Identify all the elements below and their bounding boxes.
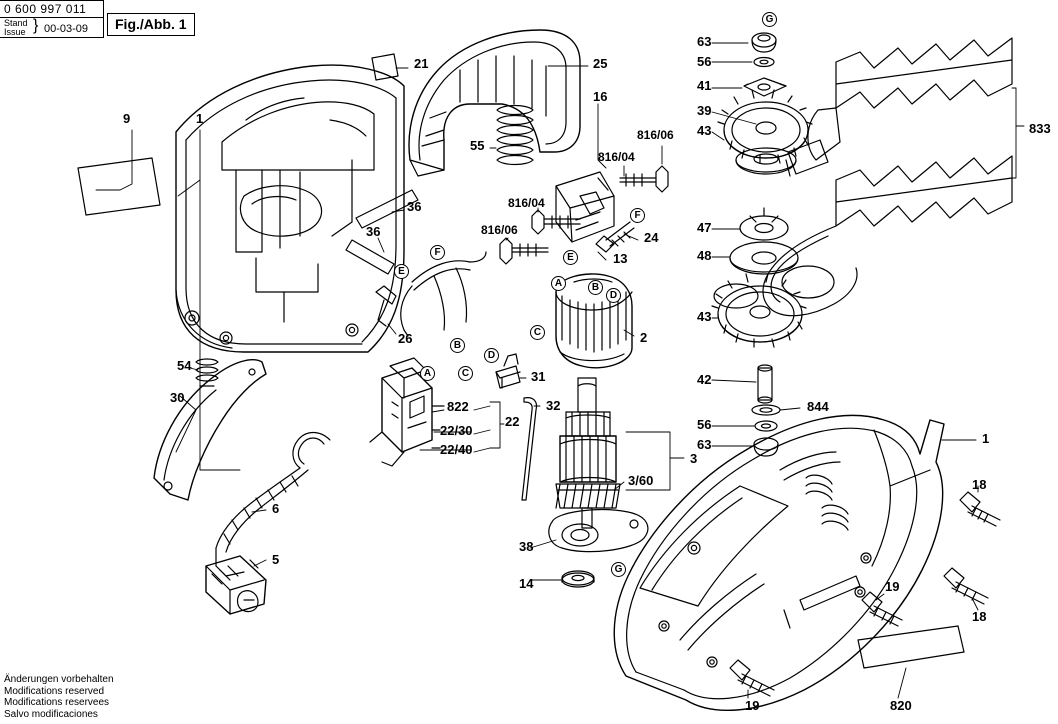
callout-18-a: 18 <box>972 477 987 492</box>
bubble-B-lower: B <box>450 338 465 353</box>
part-41-plate <box>744 78 786 96</box>
callout-38: 38 <box>519 539 534 554</box>
part-25-handle <box>409 30 580 176</box>
bubble-F-right: F <box>630 208 645 223</box>
screws-18-19 <box>730 492 1000 696</box>
callout-1-left: 1 <box>196 111 204 126</box>
issue-date: 00-03-09 <box>44 23 89 35</box>
callout-1-right: 1 <box>982 431 990 446</box>
part-38-plate <box>549 510 648 552</box>
header-rule-top <box>0 0 104 1</box>
callout-63-lower: 63 <box>697 437 712 452</box>
callout-16: 16 <box>593 89 608 104</box>
part-43-gear-lower <box>712 274 806 347</box>
part-48-plate <box>730 242 798 274</box>
footer-line-en: Modifications reserved <box>4 685 105 697</box>
part-5-plug <box>206 556 266 614</box>
footer-disclaimer <box>4 674 114 720</box>
part-844-washer <box>752 405 780 415</box>
part-24-screw <box>596 222 634 252</box>
bubble-G-lower: G <box>611 562 626 577</box>
callout-5: 5 <box>272 552 280 567</box>
footer-line-es: Salvo modificaciones <box>4 708 98 720</box>
callout-844: 844 <box>807 399 829 414</box>
part-63-top-cap <box>752 33 776 52</box>
part-3-armature <box>556 378 620 528</box>
callout-9: 9 <box>123 111 131 126</box>
callout-6: 6 <box>272 501 280 516</box>
part-13-switch <box>556 172 614 242</box>
part-21-pad <box>372 54 398 80</box>
part-63-cap-lower <box>754 438 778 456</box>
right-housing-springs <box>806 475 848 530</box>
callout-19-b: 19 <box>745 698 760 713</box>
callout-19-a: 19 <box>885 579 900 594</box>
part-14-washer <box>562 571 594 587</box>
callout-14: 14 <box>519 576 534 591</box>
callout-47: 47 <box>697 220 712 235</box>
callout-25: 25 <box>593 56 608 71</box>
callout-820: 820 <box>890 698 912 713</box>
callout-43-lower: 43 <box>697 309 712 324</box>
stand-issue-brace: } <box>33 17 39 34</box>
callout-816-06-a: 816/06 <box>637 128 674 142</box>
stand-label: Stand <box>4 18 28 28</box>
part-56-washer-top <box>754 58 774 67</box>
callout-816-04-b: 816/04 <box>508 196 545 210</box>
part-31-bushing <box>496 354 520 388</box>
bubble-A-upper: A <box>551 276 566 291</box>
callout-2: 2 <box>640 330 648 345</box>
part-1-right-housing <box>614 415 944 710</box>
callout-63-top: 63 <box>697 34 712 49</box>
cable-harness <box>401 252 486 336</box>
bubble-C-lower: C <box>458 366 473 381</box>
callout-54: 54 <box>177 358 192 373</box>
callout-816-06-b: 816/06 <box>481 223 518 237</box>
callout-41: 41 <box>697 78 712 93</box>
callout-13: 13 <box>613 251 628 266</box>
bubble-D-upper: D <box>606 288 621 303</box>
figure-label: Fig./Abb. 1 <box>107 13 195 36</box>
part-42-pin <box>758 365 772 403</box>
bubble-C-stator: C <box>530 325 545 340</box>
part-30-strip <box>154 360 266 500</box>
callout-36-a: 36 <box>407 199 422 214</box>
callout-26: 26 <box>398 331 413 346</box>
callout-3-60: 3/60 <box>628 473 654 488</box>
footer-line-de: Änderungen vorbehalten <box>4 674 114 685</box>
callout-822: 822 <box>447 399 469 414</box>
bubble-E-right: E <box>563 250 578 265</box>
bubble-G-top: G <box>762 12 777 27</box>
header-rule-bottom <box>0 37 104 38</box>
part-47-washer <box>740 208 788 240</box>
callout-24: 24 <box>644 230 659 245</box>
callout-32: 32 <box>546 398 561 413</box>
callout-22-40: 22/40 <box>440 442 473 457</box>
part-9-plate <box>78 158 160 215</box>
part-number: 0 600 997 011 <box>4 2 87 16</box>
callout-43-top: 43 <box>697 123 712 138</box>
callout-36-b: 36 <box>366 224 381 239</box>
callout-22-30: 22/30 <box>440 423 473 438</box>
part-55-spring <box>497 106 533 165</box>
callout-816-04-a: 816/04 <box>598 150 635 164</box>
bubble-B-upper: B <box>588 280 603 295</box>
part-833-blades <box>763 38 1012 316</box>
callout-48: 48 <box>697 248 712 263</box>
callout-21: 21 <box>414 56 429 71</box>
bubble-E-left: E <box>394 264 409 279</box>
bubble-D-lower: D <box>484 348 499 363</box>
part-54-spring <box>196 359 218 386</box>
callout-31: 31 <box>531 369 546 384</box>
callout-42: 42 <box>697 372 712 387</box>
callout-30: 30 <box>170 390 185 405</box>
callout-39: 39 <box>697 103 712 118</box>
callout-3: 3 <box>690 451 698 466</box>
footer-line-fr: Modifications reservees <box>4 697 110 708</box>
header-rule-vertical <box>103 0 104 38</box>
stand-issue-label <box>4 19 28 37</box>
part-1-left-housing <box>176 65 404 352</box>
part-26-clip <box>376 286 396 326</box>
issue-label: Issue <box>4 27 26 37</box>
callout-22: 22 <box>505 414 520 429</box>
callout-56-top: 56 <box>697 54 712 69</box>
callout-18-b: 18 <box>972 609 987 624</box>
part-820-nameplate <box>858 626 964 668</box>
leader-lines <box>96 43 1024 698</box>
bubble-F-left: F <box>430 245 445 260</box>
callout-56-lower: 56 <box>697 417 712 432</box>
part-56-washer-lower <box>755 421 777 431</box>
callout-833: 833 <box>1029 121 1051 136</box>
bubble-A-lower: A <box>420 366 435 381</box>
callout-55: 55 <box>470 138 485 153</box>
part-39-43-gear-top <box>718 90 812 174</box>
part-816-screws-right <box>620 166 668 192</box>
part-32-wire <box>522 398 537 500</box>
